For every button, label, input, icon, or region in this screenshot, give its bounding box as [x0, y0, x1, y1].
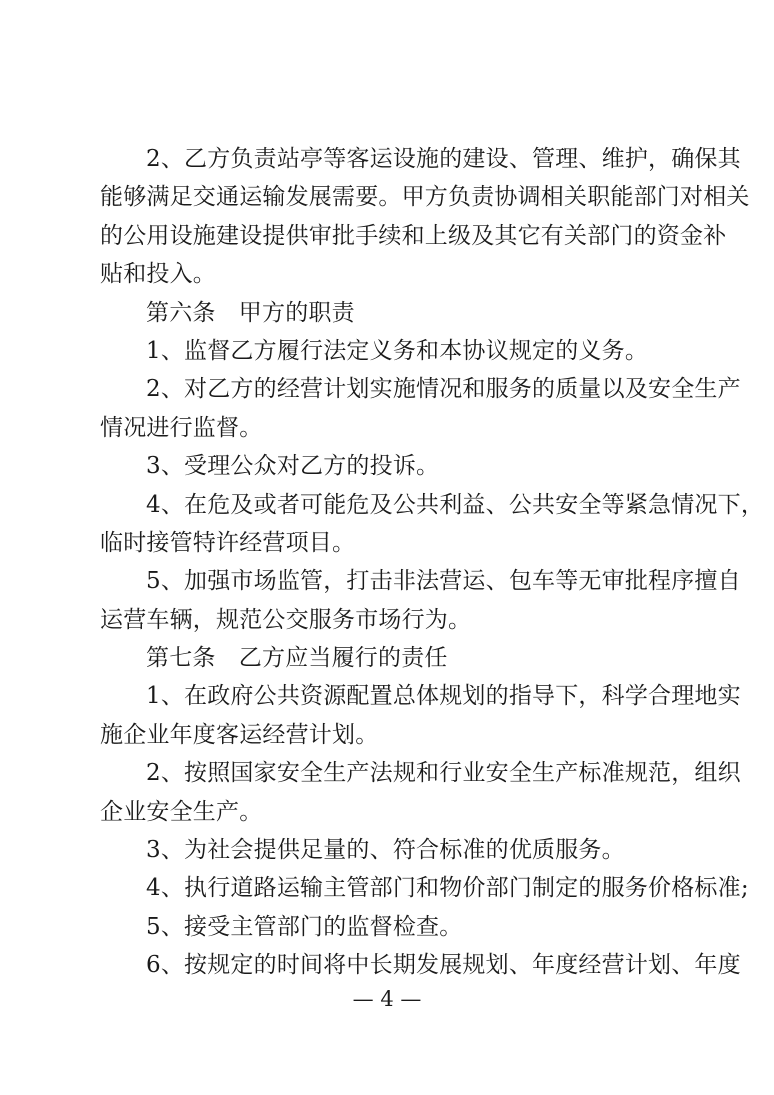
- page-number: — 4 —: [352, 987, 422, 1011]
- text-line: 第六条 甲方的职责: [146, 299, 355, 326]
- text-line: 第七条 乙方应当履行的责任: [146, 645, 448, 672]
- text-line: 2、按照国家安全生产法规和行业安全生产标准规范，组织: [146, 760, 741, 787]
- text-line: 4、执行道路运输主管部门和物价部门制定的服务价格标准;: [146, 875, 749, 902]
- text-line: 1、监督乙方履行法定义务和本协议规定的义务。: [146, 337, 649, 364]
- text-line: 能够满足交通运输发展需要。甲方负责协调相关职能部门对相关: [100, 184, 750, 211]
- text-line: 情况进行监督。: [100, 414, 263, 441]
- text-line: 2、对乙方的经营计划实施情况和服务的质量以及安全生产: [146, 376, 741, 403]
- text-line: 4、在危及或者可能危及公共利益、公共安全等紧急情况下，: [146, 491, 765, 518]
- text-line: 2、乙方负责站亭等客运设施的建设、管理、维护，确保其: [146, 146, 741, 172]
- text-line: 运营车辆，规范公交服务市场行为。: [100, 606, 472, 633]
- text-line: 6、按规定的时间将中长期发展规划、年度经营计划、年度: [146, 952, 741, 979]
- text-line: 5、接受主管部门的监督检查。: [146, 913, 463, 940]
- text-line: 贴和投入。: [100, 261, 216, 288]
- document-body: [100, 140, 765, 985]
- text-line: 1、在政府公共资源配置总体规划的指导下，科学合理地实: [146, 683, 741, 710]
- text-line: 临时接管特许经营项目。: [100, 529, 356, 556]
- text-line: 5、加强市场监管，打击非法营运、包车等无审批程序擅自: [146, 568, 741, 595]
- text-line: 3、受理公众对乙方的投诉。: [146, 453, 440, 480]
- text-line: 3、为社会提供足量的、符合标准的优质服务。: [146, 837, 625, 864]
- text-line: 施企业年度客运经营计划。: [100, 721, 379, 748]
- text-line: 的公用设施建设提供审批手续和上级及其它有关部门的资金补: [100, 222, 727, 249]
- text-line: 企业安全生产。: [100, 798, 263, 825]
